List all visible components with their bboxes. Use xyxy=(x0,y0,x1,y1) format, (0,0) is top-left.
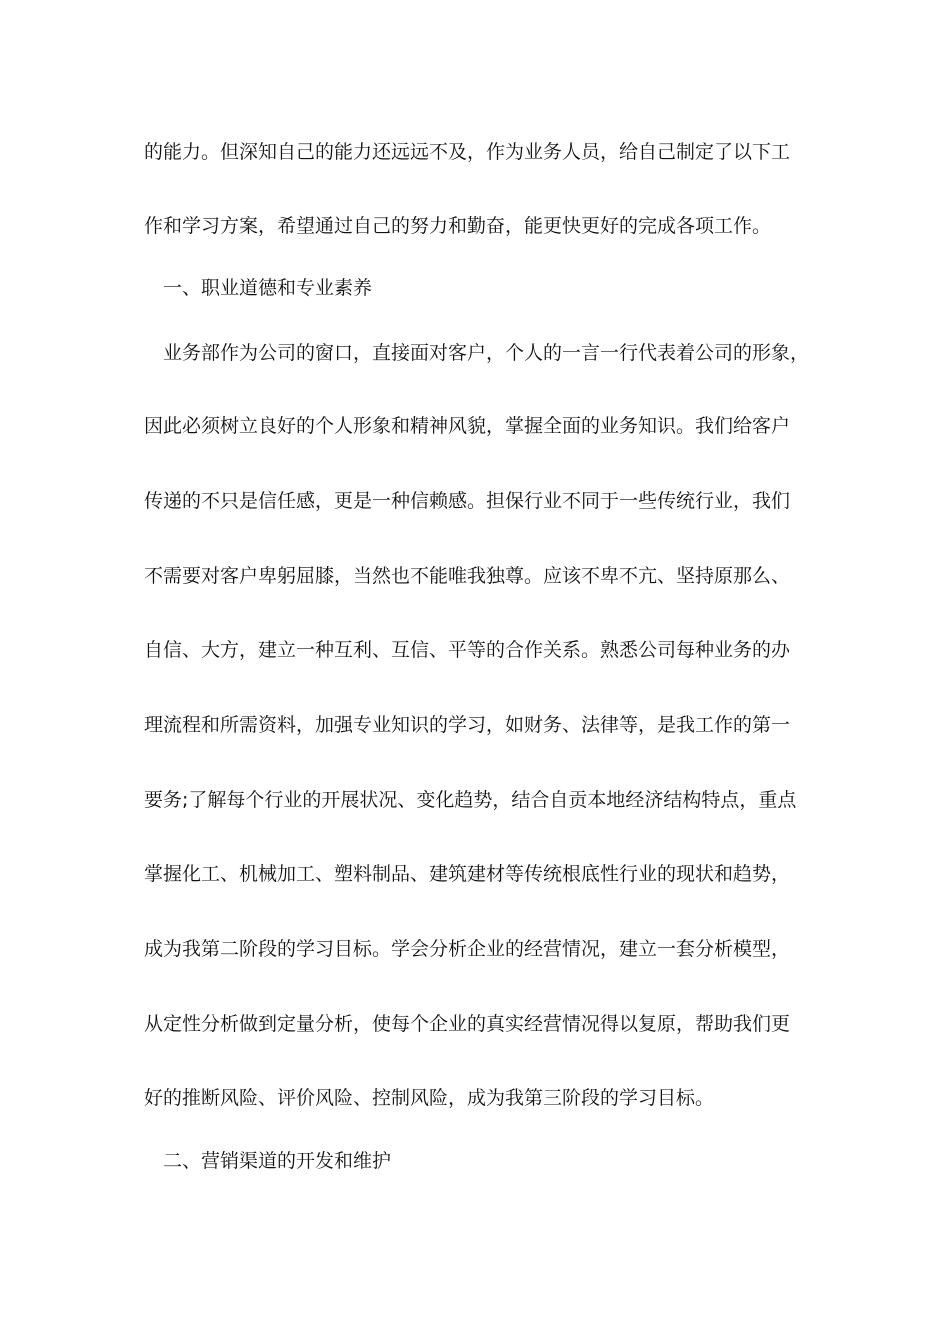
paragraph-line: 的能力。但深知自己的能力还远远不及，作为业务人员，给自己制定了以下工 xyxy=(144,141,791,163)
paragraph-line: 好的推断风险、评价风险、控制风险，成为我第三阶段的学习目标。 xyxy=(144,1087,715,1109)
paragraph-line: 理流程和所需资料，加强专业知识的学习，如财务、法律等，是我工作的第一 xyxy=(144,714,791,736)
paragraph-line: 因此必须树立良好的个人形象和精神风貌，掌握全面的业务知识。我们给客户 xyxy=(144,415,791,437)
section-heading: 二、营销渠道的开发和维护 xyxy=(163,1150,392,1172)
paragraph-line: 作和学习方案，希望通过自己的努力和勤奋，能更快更好的完成各项工作。 xyxy=(144,215,772,237)
section-heading: 一、职业道德和专业素养 xyxy=(163,277,373,299)
paragraph-line: 业务部作为公司的窗口，直接面对客户，个人的一言一行代表着公司的形象， xyxy=(163,342,810,364)
paragraph-line: 传递的不只是信任感，更是一种信赖感。担保行业不同于一些传统行业，我们 xyxy=(144,490,791,512)
paragraph-line: 成为我第二阶段的学习目标。学会分析企业的经营情况，建立一套分析模型， xyxy=(144,938,791,960)
paragraph-line: 不需要对客户卑躬屈膝，当然也不能唯我独尊。应该不卑不亢、坚持原那么、 xyxy=(144,565,791,587)
paragraph-line: 掌握化工、机械加工、塑料制品、建筑建材等传统根底性行业的现状和趋势， xyxy=(144,863,791,885)
paragraph-line: 自信、大方，建立一种互利、互信、平等的合作关系。熟悉公司每种业务的办 xyxy=(144,639,791,661)
paragraph-line: 从定性分析做到定量分析，使每个企业的真实经营情况得以复原，帮助我们更 xyxy=(144,1013,791,1035)
paragraph-line: 要务;了解每个行业的开展状况、变化趋势，结合自贡本地经济结构特点，重点 xyxy=(144,789,797,811)
